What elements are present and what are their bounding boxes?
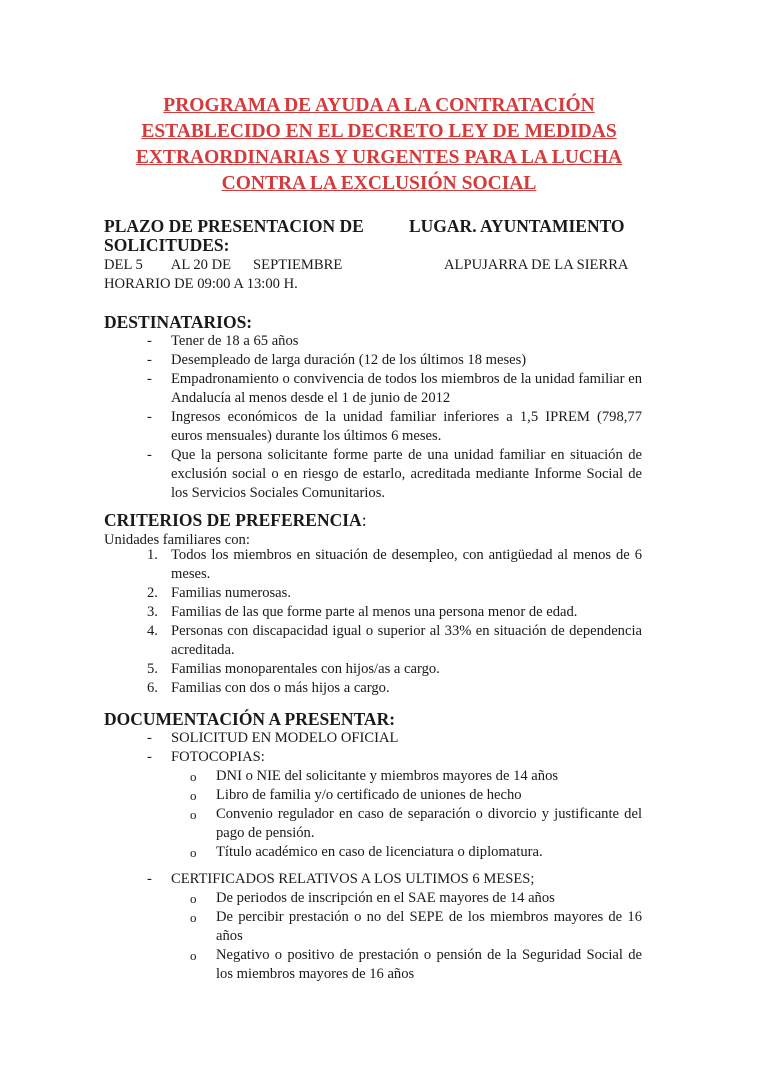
list-item <box>145 679 642 698</box>
certificados-sublist <box>190 889 642 984</box>
list-item <box>145 622 642 660</box>
certificados-list <box>145 870 642 889</box>
list-item: - SOLICITUD EN MODELO OFICIAL <box>145 729 642 748</box>
list-item: o Negativo o positivo de prestación o pensión de la Seguridad Social de los miembros mayores de 16 años <box>190 946 642 984</box>
lugar-value: ALPUJARRA DE LA SIERRA <box>444 257 629 273</box>
list-item: - Que la persona solicitante forme parte de una unidad familiar en situación de exclusión social o en riesgo de estarlo, acreditada mediante Informe Social de los Servicios Sociales Comunitarios. <box>145 446 642 503</box>
item-number: 1. <box>147 547 158 563</box>
title-line: ESTABLECIDO EN EL DECRETO LEY DE MEDIDAS <box>141 121 617 142</box>
list-item: - Tener de 18 a 65 años <box>145 332 642 351</box>
criterios-intro: Unidades familiares con: <box>104 532 250 548</box>
plazo-horario: HORARIO DE 09:00 A 13:00 H. <box>104 276 298 292</box>
documentacion-list <box>145 729 642 767</box>
criterios-list <box>145 546 642 698</box>
item-text: Familias monoparentales con hijos/as a cargo. <box>171 661 440 677</box>
item-number: 4. <box>147 623 158 639</box>
documentacion-heading: DOCUMENTACIÓN A PRESENTAR: <box>104 709 396 729</box>
list-item <box>145 584 642 603</box>
title-line: CONTRA LA EXCLUSIÓN SOCIAL <box>221 173 537 194</box>
list-item: - CERTIFICADOS RELATIVOS A LOS ULTIMOS 6 MESES; <box>145 870 642 889</box>
lugar-heading: LUGAR. AYUNTAMIENTO <box>409 216 625 236</box>
item-text: Todos los miembros en situación de desempleo, con antigüedad al menos de 6 meses. <box>171 547 642 582</box>
list-item: - Empadronamiento o convivencia de todos los miembros de la unidad familiar en Andalucía al menos desde el 1 de junio de 2012 <box>145 370 642 408</box>
list-item: o De percibir prestación o no del SEPE de los miembros mayores de 16 años <box>190 908 642 946</box>
list-item <box>145 546 642 584</box>
plazo-mes: SEPTIEMBRE <box>253 257 343 273</box>
criterios-heading <box>104 510 367 530</box>
item-text: Familias de las que forme parte al menos una persona menor de edad. <box>171 604 578 620</box>
list-item <box>145 660 642 679</box>
plazo-dates <box>104 256 342 275</box>
criterios-heading-text: CRITERIOS DE PREFERENCIA <box>104 510 362 530</box>
list-item: o Convenio regulador en caso de separación o divorcio y justificante del pago de pensión. <box>190 805 642 843</box>
document-title <box>100 93 658 197</box>
item-number: 2. <box>147 585 158 601</box>
list-item: o Título académico en caso de licenciatura o diplomatura. <box>190 843 642 862</box>
criterios-heading-colon: : <box>361 510 367 530</box>
destinatarios-list <box>145 332 642 503</box>
title-line: PROGRAMA DE AYUDA A LA CONTRATACIÓN <box>163 95 595 116</box>
list-item: - Ingresos económicos de la unidad familiar inferiores a 1,5 IPREM (798,77 euros mensuales) durante los últimos 6 meses. <box>145 408 642 446</box>
title-line: EXTRAORDINARIAS Y URGENTES PARA LA LUCHA <box>135 147 623 168</box>
item-text: Familias numerosas. <box>171 585 291 601</box>
list-item: - FOTOCOPIAS: <box>145 748 642 767</box>
list-item: - Desempleado de larga duración (12 de los últimos 18 meses) <box>145 351 642 370</box>
item-number: 6. <box>147 680 158 696</box>
list-item: o Libro de familia y/o certificado de uniones de hecho <box>190 786 642 805</box>
item-number: 3. <box>147 604 158 620</box>
plazo-al: AL 20 DE <box>170 257 232 273</box>
plazo-heading: PLAZO DE PRESENTACION DE <box>104 216 364 236</box>
list-item: o De periodos de inscripción en el SAE mayores de 14 años <box>190 889 642 908</box>
plazo-del: DEL 5 <box>104 257 143 273</box>
item-number: 5. <box>147 661 158 677</box>
item-text: Familias con dos o más hijos a cargo. <box>171 680 390 696</box>
list-item: o DNI o NIE del solicitante y miembros mayores de 14 años <box>190 767 642 786</box>
destinatarios-heading: DESTINATARIOS: <box>104 312 253 332</box>
plazo-heading-cont: SOLICITUDES: <box>104 235 230 255</box>
item-text: Personas con discapacidad igual o superior al 33% en situación de dependencia acreditada. <box>171 623 642 658</box>
list-item <box>145 603 642 622</box>
fotocopias-list <box>190 767 642 862</box>
